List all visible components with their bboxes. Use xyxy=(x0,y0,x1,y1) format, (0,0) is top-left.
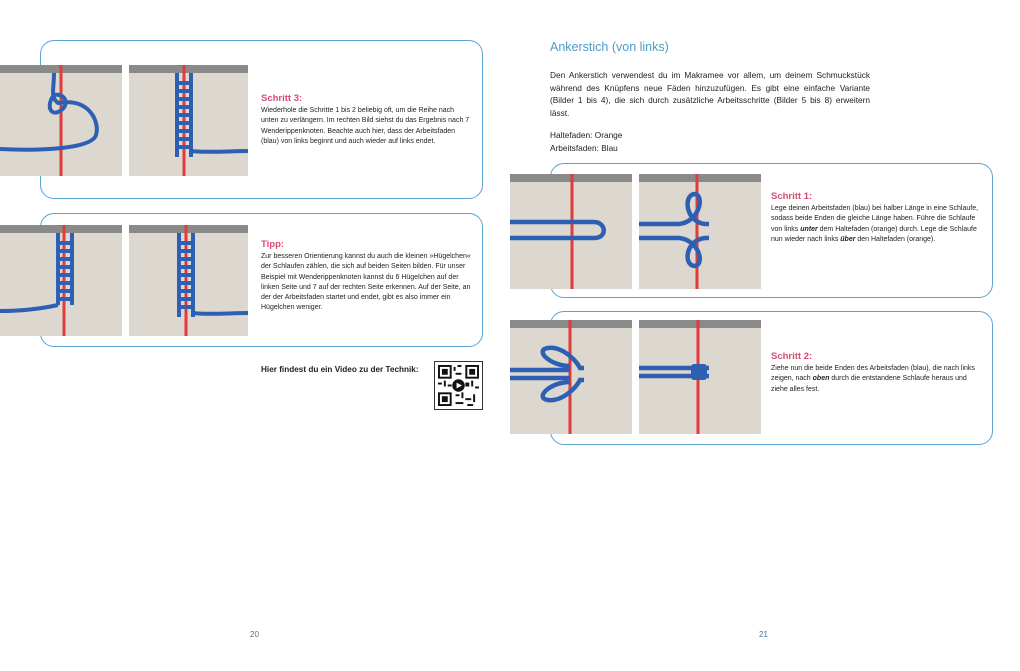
step1-title: Schritt 1: xyxy=(771,191,813,202)
qr-code[interactable] xyxy=(434,361,483,410)
step1-text-c: den Haltefaden (orange). xyxy=(855,235,936,243)
step1-emphasis-over: über xyxy=(840,235,856,243)
tip-text-block xyxy=(261,240,471,313)
step2-title: Schritt 2: xyxy=(771,351,813,362)
step2-text-block xyxy=(771,352,983,395)
step3-text: Wiederhole die Schritte 1 bis 2 beliebig oft, um die Reihe nach unten zu verlängern. Im rechten Bild siehst du das Ergebnis nach 7 Wenderippenknoten. Beachte auch hier, dass der Arbeitsfaden (blau) von links beginnt und auch wieder auf links endet. xyxy=(261,107,470,145)
working-thread-label: Arbeitsfaden: Blau xyxy=(550,143,618,153)
tip-text: Zur besseren Orientierung kannst du auch die kleinen »Hügelchen« der Schlaufen zählen, die sich auf beiden Seiten bilden. Für unser Beispiel mit Wenderippenknoten kannst du 6 Hügelchen auf der linken Seite und 7 auf der rechten Seite erkennen. Auf der Seite, an der der Arbeitsfaden startet und endet, gibt es also immer ein Hügelchen weniger. xyxy=(261,253,471,312)
tip-title: Tipp: xyxy=(261,239,285,250)
page-number-right: 21 xyxy=(759,630,768,639)
step2-emphasis-oben: oben xyxy=(812,375,830,383)
photo-step3-a xyxy=(0,65,122,176)
step1-emphasis-under: unter xyxy=(800,225,818,233)
photo-step1-a xyxy=(510,174,632,289)
page-heading: Ankerstich (von links) xyxy=(550,40,669,54)
qr-code-icon xyxy=(438,365,479,406)
photo-step1-b xyxy=(639,174,761,289)
photo-step2-a xyxy=(510,320,632,434)
step2-text-b: durch die entstandene Schlaufe heraus und ziehe alles fest. xyxy=(771,375,967,393)
page-number-left: 20 xyxy=(250,630,259,639)
photo-step2-b xyxy=(639,320,761,434)
intro-text: Den Ankerstich verwendest du im Makramee vor allem, um deinem Schmuckstück während des Knüpfens neue Fäden hinzuzufügen. Es gibt eine einfache Variante (Bilder 1 bis 4), die sich durch zusätzliche Arbeitsschritte (Bilder 5 bis 8) erweitern lässt. xyxy=(550,70,870,118)
photo-tip-a xyxy=(0,225,122,336)
step3-title: Schritt 3: xyxy=(261,93,303,104)
video-hint: Hier findest du ein Video zu der Technik: xyxy=(261,365,419,374)
photo-tip-b xyxy=(129,225,248,336)
step3-text-block xyxy=(261,94,471,147)
photo-step3-b xyxy=(129,65,248,176)
step1-text-b: dem Haltefaden (orange) durch. Lege die Schlaufe nun wieder nach links xyxy=(771,225,977,243)
step1-text-a: Lege deinen Arbeitsfaden (blau) bei halber Länge in eine Schlaufe, sodass beide Enden die gleiche Länge haben. Führe die Schlaufe von links xyxy=(771,205,979,233)
step1-text-block xyxy=(771,192,983,245)
holding-thread-label: Haltefaden: Orange xyxy=(550,130,623,140)
step2-text-a: Ziehe nun die beide Enden des Arbeitsfaden (blau), die nach links zeigen, nach xyxy=(771,365,975,383)
